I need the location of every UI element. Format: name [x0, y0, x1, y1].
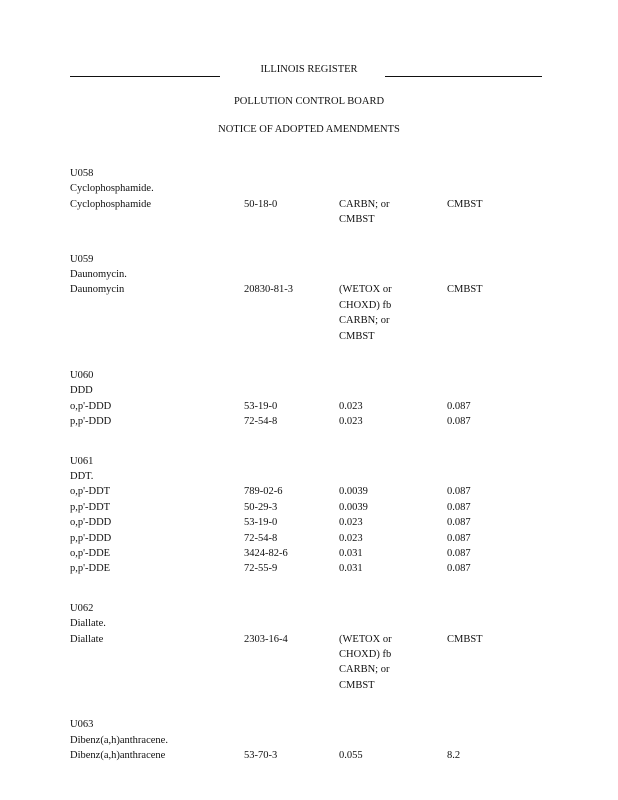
wastewater-standard: CARBN; or: [339, 664, 390, 676]
wastewater-standard: CARBN; or: [339, 198, 390, 210]
constituent-name: p,p'-DDD: [70, 416, 112, 428]
header-rule-left: [70, 76, 220, 77]
constituent-name: Daunomycin: [70, 284, 125, 296]
waste-code: U059: [70, 253, 94, 265]
cas-number: 789-02-6: [244, 486, 283, 498]
constituent-group: Cyclophosphamide.: [70, 183, 154, 195]
cas-number: 72-54-8: [244, 532, 278, 544]
cas-number: 53-70-3: [244, 750, 278, 761]
wastewater-standard: CARBN; or: [339, 315, 390, 327]
constituent-group: DDT.: [70, 471, 94, 482]
wastewater-standard: (WETOX or: [339, 284, 392, 296]
constituent-group: Daunomycin.: [70, 269, 127, 280]
constituent-name: p,p'-DDT: [70, 501, 111, 513]
nonwastewater-standard: 0.087: [447, 416, 471, 428]
header-rule-right: [385, 76, 542, 77]
cas-number: 2303-16-4: [244, 633, 288, 645]
cas-number: 53-19-0: [244, 400, 278, 412]
constituent-name: o,p'-DDD: [70, 400, 112, 412]
cas-number: 72-54-8: [244, 416, 278, 428]
constituent-name: Cyclophosphamide: [70, 198, 152, 210]
nonwastewater-standard: 0.087: [447, 486, 471, 498]
cas-number: 50-18-0: [244, 198, 278, 210]
nonwastewater-standard: 0.087: [447, 400, 471, 412]
nonwastewater-standard: 0.087: [447, 532, 471, 544]
nonwastewater-standard: 0.087: [447, 563, 471, 575]
cas-number: 53-19-0: [244, 517, 278, 529]
waste-code: U060: [70, 370, 94, 381]
constituent-name: Diallate: [70, 633, 104, 645]
waste-code: U058: [70, 168, 94, 179]
waste-code: U062: [70, 602, 94, 614]
wastewater-standard: 0.023: [339, 416, 363, 428]
constituent-name: o,p'-DDE: [70, 548, 111, 559]
nonwastewater-standard: CMBST: [447, 284, 483, 296]
wastewater-standard: 0.023: [339, 517, 363, 529]
wastewater-standard: CMBST: [339, 679, 375, 691]
notice-title: NOTICE OF ADOPTED AMENDMENTS: [218, 124, 400, 135]
wastewater-standard: 0.055: [339, 750, 363, 761]
nonwastewater-standard: CMBST: [447, 198, 483, 210]
wastewater-standard: CHOXD) fb: [339, 649, 392, 660]
register-title: ILLINOIS REGISTER: [260, 64, 358, 75]
nonwastewater-standard: 0.087: [447, 517, 471, 529]
wastewater-standard: 0.023: [339, 400, 363, 412]
waste-code: U063: [70, 719, 94, 731]
constituent-group: Dibenz(a,h)anthracene.: [70, 734, 168, 746]
wastewater-standard: 0.031: [339, 548, 363, 559]
constituent-name: o,p'-DDT: [70, 486, 111, 498]
cas-number: 3424-82-6: [244, 548, 288, 559]
cas-number: 20830-81-3: [244, 284, 293, 296]
board-title: POLLUTION CONTROL BOARD: [233, 96, 385, 107]
constituent-name: p,p'-DDD: [70, 532, 112, 544]
wastewater-standard: 0.023: [339, 532, 363, 544]
nonwastewater-standard: 0.087: [447, 501, 471, 513]
nonwastewater-standard: CMBST: [447, 633, 483, 645]
nonwastewater-standard: 8.2: [447, 750, 461, 761]
cas-number: 72-55-9: [244, 563, 278, 575]
constituent-group: DDD: [70, 385, 93, 397]
wastewater-standard: CMBST: [339, 214, 375, 226]
constituent-name: p,p'-DDE: [70, 563, 111, 575]
nonwastewater-standard: 0.087: [447, 548, 471, 559]
wastewater-standard: 0.0039: [339, 501, 368, 513]
constituent-group: Diallate.: [70, 618, 106, 630]
wastewater-standard: CMBST: [339, 330, 375, 342]
wastewater-standard: CHOXD) fb: [339, 299, 392, 311]
wastewater-standard: (WETOX or: [339, 633, 392, 645]
constituent-name: Dibenz(a,h)anthracene: [70, 750, 166, 761]
waste-code: U061: [70, 455, 94, 467]
cas-number: 50-29-3: [244, 501, 278, 513]
wastewater-standard: 0.0039: [339, 486, 368, 498]
constituent-name: o,p'-DDD: [70, 517, 112, 529]
wastewater-standard: 0.031: [339, 563, 363, 575]
